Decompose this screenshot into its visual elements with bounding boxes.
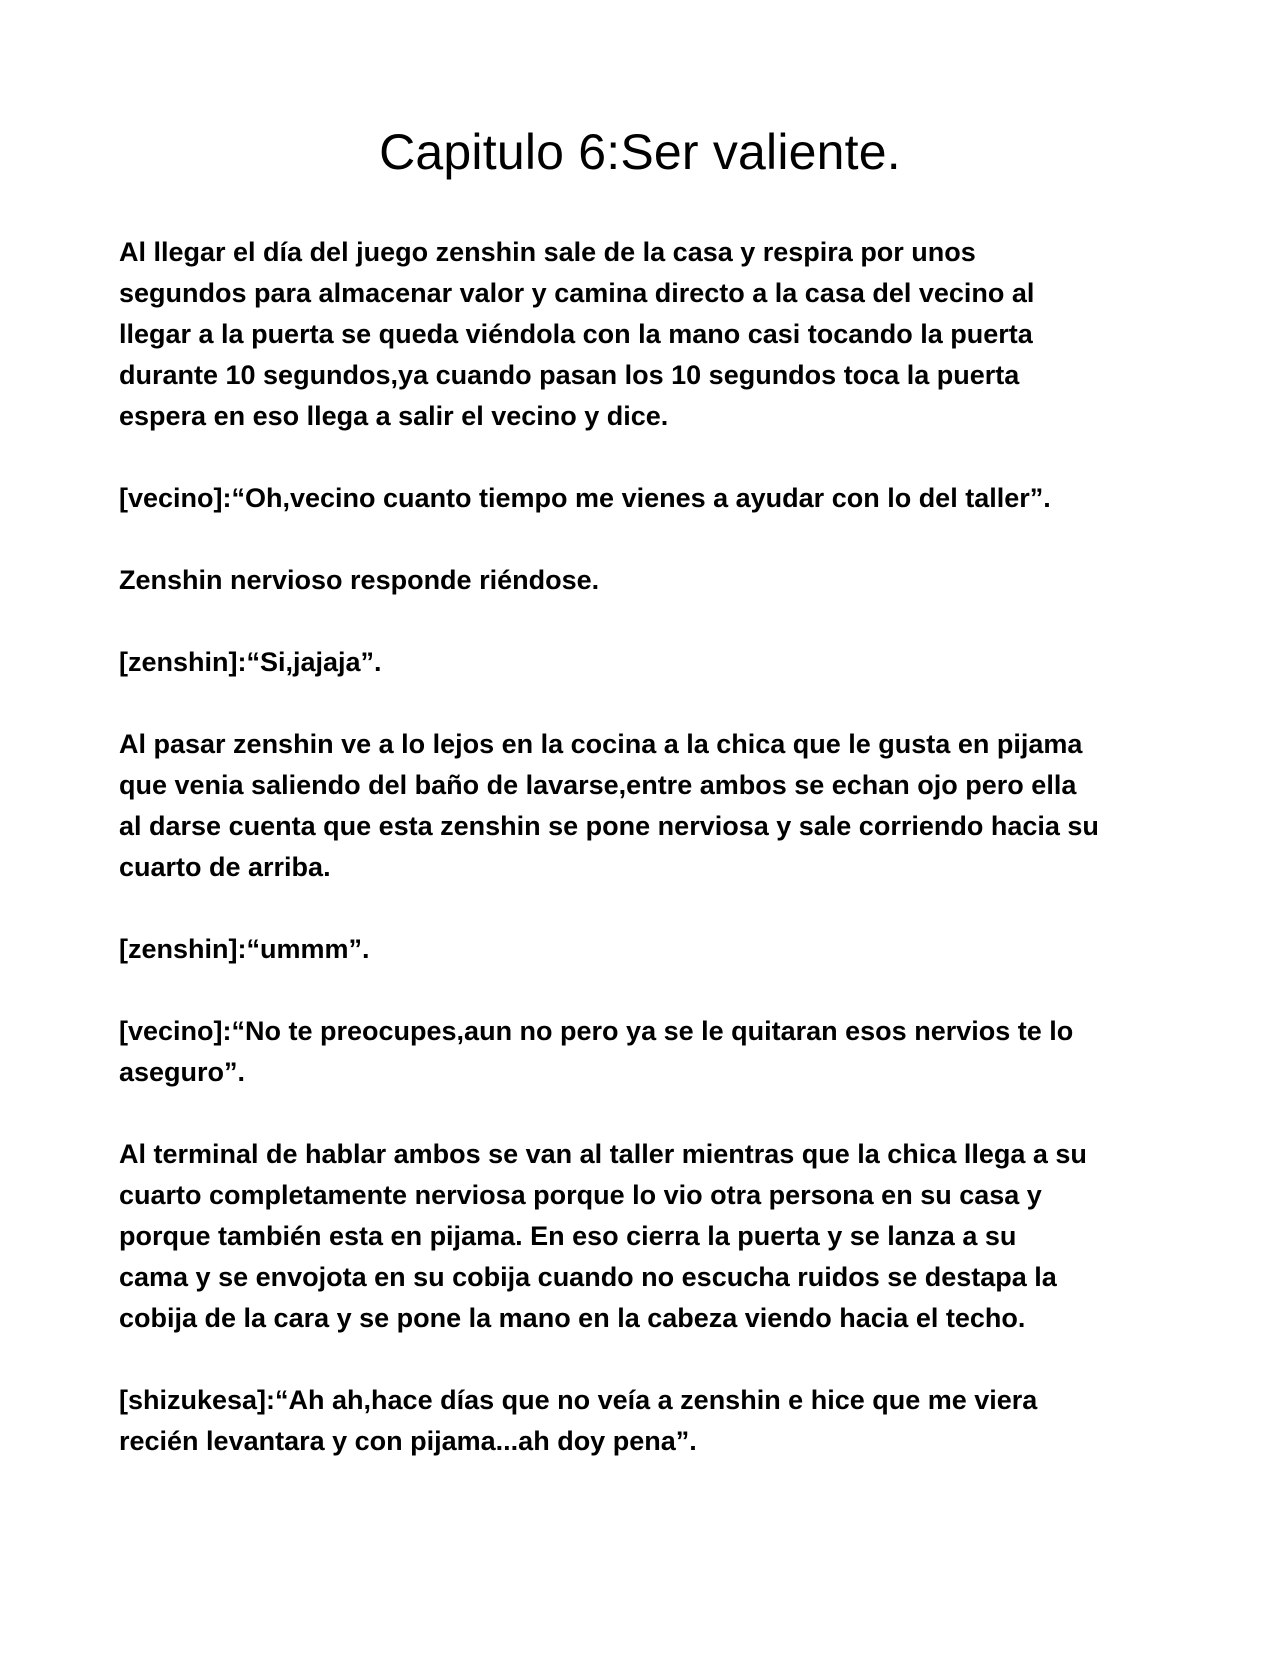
paragraph-line: cuarto completamente nerviosa porque lo vio otra persona en su casa y — [119, 1180, 1042, 1210]
paragraph-line: Al terminal de hablar ambos se van al taller mientras que la chica llega a su — [119, 1139, 1087, 1169]
paragraph-3 — [119, 560, 1179, 601]
paragraph-7-dialogue-vecino — [119, 1011, 1179, 1093]
paragraph-line: cama y se envojota en su cobija cuando no escucha ruidos se destapa la — [119, 1262, 1057, 1292]
paragraph-line: espera en eso llega a salir el vecino y dice. — [119, 401, 669, 431]
paragraph-9-dialogue-shizukesa — [119, 1380, 1179, 1462]
paragraph-2-dialogue-vecino — [119, 478, 1179, 519]
paragraph-line: [zenshin]:“Si,jajaja”. — [119, 647, 382, 677]
paragraph-line: [shizukesa]:“Ah ah,hace días que no veía a zenshin e hice que me viera — [119, 1385, 1038, 1415]
chapter-title: Capitulo 6:Ser valiente. — [379, 124, 901, 180]
paragraph-line: Zenshin nervioso responde riéndose. — [119, 565, 600, 595]
paragraph-line: [vecino]:“Oh,vecino cuanto tiempo me vienes a ayudar con lo del taller”. — [119, 483, 1051, 513]
paragraph-line: que venia saliendo del baño de lavarse,entre ambos se echan ojo pero ella — [119, 770, 1077, 800]
paragraph-line: durante 10 segundos,ya cuando pasan los 10 segundos toca la puerta — [119, 360, 1020, 390]
paragraph-line: aseguro”. — [119, 1057, 246, 1087]
paragraph-line: al darse cuenta que esta zenshin se pone nerviosa y sale corriendo hacia su — [119, 811, 1099, 841]
paragraph-line: Al pasar zenshin ve a lo lejos en la cocina a la chica que le gusta en pijama — [119, 729, 1083, 759]
paragraph-line: segundos para almacenar valor y camina directo a la casa del vecino al — [119, 278, 1035, 308]
paragraph-line: porque también esta en pijama. En eso cierra la puerta y se lanza a su — [119, 1221, 1017, 1251]
paragraph-6-dialogue-zenshin — [119, 929, 1179, 970]
paragraph-line: llegar a la puerta se queda viéndola con la mano casi tocando la puerta — [119, 319, 1033, 349]
chapter-body — [119, 232, 1179, 1503]
paragraph-line: cuarto de arriba. — [119, 852, 331, 882]
paragraph-line: cobija de la cara y se pone la mano en la cabeza viendo hacia el techo. — [119, 1303, 1026, 1333]
paragraph-8 — [119, 1134, 1179, 1339]
paragraph-1 — [119, 232, 1179, 437]
paragraph-line: Al llegar el día del juego zenshin sale de la casa y respira por unos — [119, 237, 976, 267]
paragraph-line: [vecino]:“No te preocupes,aun no pero ya se le quitaran esos nervios te lo — [119, 1016, 1074, 1046]
paragraph-line: [zenshin]:“ummm”. — [119, 934, 370, 964]
paragraph-line: recién levantara y con pijama...ah doy pena”. — [119, 1426, 697, 1456]
paragraph-4-dialogue-zenshin — [119, 642, 1179, 683]
paragraph-5 — [119, 724, 1179, 888]
